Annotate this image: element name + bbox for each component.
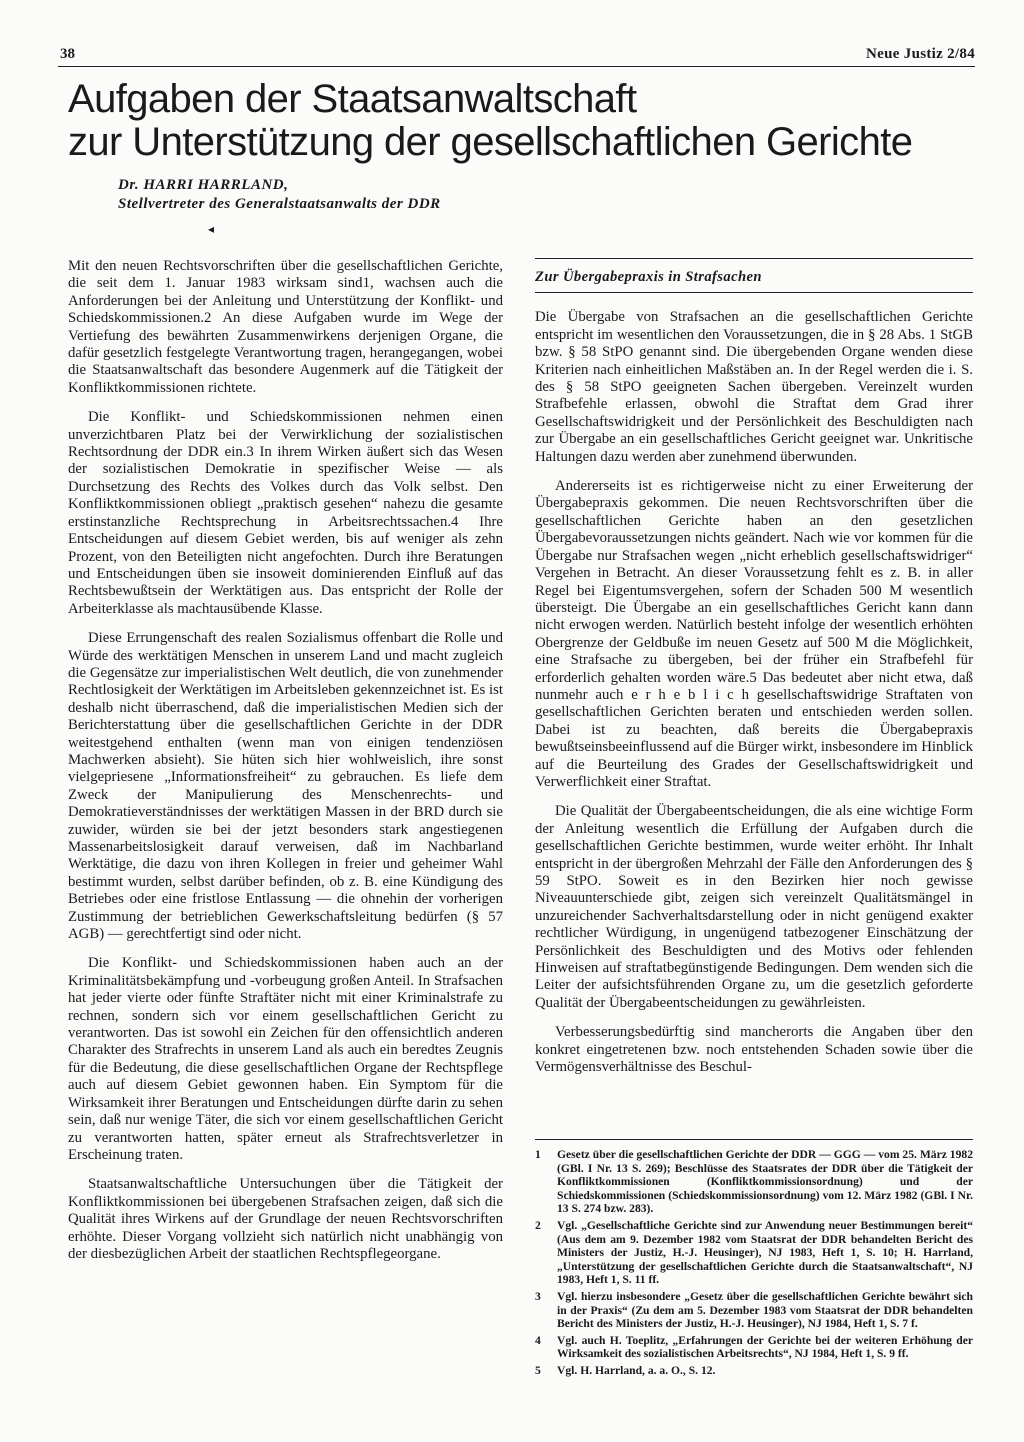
header-rule — [58, 66, 975, 67]
footnote-text: Gesetz über die gesellschaftlichen Gerichte der DDR — GGG — vom 25. März 1982 (GBl. I Nr. 13 S. 269); Beschlüsse des Staatsrates der DDR über die Tätigkeit der Konfliktkommissionen (Konfliktkommissionsordnung) und der Schiedskommissionen (Schiedskommissionsordnung) vom 12. März 1982 (GBl. I Nr. 13 S. 274 bzw. 283). — [557, 1148, 973, 1216]
section-subheading: Zur Übergabepraxis in Strafsachen — [535, 258, 973, 293]
bullet-mark: ◂ — [208, 222, 215, 236]
footnote-text: Vgl. H. Harrland, a. a. O., S. 12. — [557, 1363, 716, 1377]
left-column — [68, 258, 503, 1275]
footnote-number: 2 — [535, 1218, 541, 1232]
footnotes — [535, 1139, 973, 1381]
article-title — [68, 78, 968, 164]
paragraph: Andererseits ist es richtigerweise nicht zu einer Erweiterung der Übergabepraxis gekommen. Die neuen Rechtsvorschriften über die gesellschaftlichen Gerichte haben an den gesetzlichen Übergabevoraussetzungen nichts geändert. Nach wie vor kommen für die Übergabe nur Strafsachen wegen „nicht erheblich gesellschaftswidriger“ Vergehen in Betracht. An dieser Voraussetzung fehlt es z. B. in aller Regel bei Eigentumsvergehen, sofern der Schaden 500 M wesentlich übersteigt. Die Übergabe an ein gesellschaftliches Gericht kann dann nicht erwogen werden. Natürlich besteht infolge der wesentlich erhöhten Obergrenze der Geldbuße im neuen Gesetz auf 500 M die Möglichkeit, eine Strafsache zu übergeben, bei der früher ein Strafbefehl für erforderlich gehalten worden wäre.5 Das bedeutet aber nicht etwa, daß nunmehr auch e r h e b l i c h gesellschaftswidrige Straftaten von gesellschaftlichen Gerichten beraten und entschieden werden sollen. Dabei ist zu beachten, daß bereits die Übergabepraxis bewußtseinsbeeinflussend auf die Bürger wirkt, insbesondere im Hinblick auf die Beurteilung des Grades der Gesellschaftswidrigkeit und Verwerflichkeit einer Straftat. — [535, 478, 973, 790]
paragraph: Die Konflikt- und Schiedskommissionen haben auch an der Kriminalitätsbekämpfung und -vorbeugung großen Anteil. In Strafsachen hat jeder vierte oder fünfte Straftäter nicht mit einer Kriminalstrafe zu rechnen, sondern sich vor einem gesellschaftlichen Gericht zu verantworten. Das ist sowohl ein Zeichen für den offensichtlich anderen Charakter des Strafrechts in unserem Land als auch ein beredtes Zeugnis für die Bedeutung, die diese gesellschaftlichen Organe der Rechtspflege auch auf diesem Gebiet gewonnen haben. Ein Symptom für die Wirksamkeit ihrer Beratungen und Entscheidungen dürfte darin zu sehen sein, daß nur wenige Täter, die sich vor einem gesellschaftlichen Gericht zu verantworten hatten, später erneut als Strafrechtsverletzer in Erscheinung traten. — [68, 955, 503, 1163]
footnote-text: Vgl. hierzu insbesondere „Gesetz über die gesellschaftlichen Gerichte bewährt sich in der Praxis“ (Zu dem am 5. Dezember 1983 vom Staatsrat der DDR behandelten Bericht des Ministers der Justiz, H.-J. Heusinger), NJ 1984, Heft 1, S. 7 f. — [557, 1289, 973, 1331]
paragraph: Die Übergabe von Strafsachen an die gesellschaftlichen Gerichte entspricht im wesentlichen den Voraussetzungen, die in § 28 Abs. 1 StGB bzw. § 58 StPO genannt sind. Die übergebenden Organe wenden diese Kriterien nach einheitlichen Maßstäben an. In der Regel werden die i. S. des § 58 StPO geeigneten Sachen übergeben. Vereinzelt wurden Strafbefehle erlassen, obwohl die Straftat dem Grad ihrer Gesellschaftswidrigkeit und der Persönlichkeit des Beschuldigten nach zur Übergabe an ein gesellschaftliches Gericht geeignet war. Unkritische Haltungen dazu werden aber zunehmend überwunden. — [535, 309, 973, 465]
author-role: Stellvertreter des Generalstaatsanwalts der DDR — [118, 196, 441, 212]
author-name: Dr. HARRI HARRLAND, — [118, 177, 289, 193]
footnote-number: 4 — [535, 1333, 541, 1347]
title-line-2: zur Unterstützung der gesellschaftlichen Gerichte — [68, 120, 913, 164]
footnote-number: 3 — [535, 1289, 541, 1303]
page-number: 38 — [60, 46, 75, 62]
journal-issue: Neue Justiz 2/84 — [866, 46, 975, 62]
paragraph: Diese Errungenschaft des realen Sozialismus offenbart die Rolle und Würde des werktätigen Menschen in unserem Land und macht zugleich die Gegensätze zur imperialistischen Welt deutlich, die von zunehmender Rechtlosigkeit der Werktätigen im Arbeitsleben gekennzeichnet ist. Es ist deshalb nicht überraschend, daß die imperialistischen Medien sich der Berichterstattung über die gesellschaftlichen Gerichte in der DDR weitestgehend enthalten (wenn man von einigen tendenziösen Machwerken absieht). Sie hüten sich hier wohlweislich, ihre sonst vielgepriesene „Informationsfreiheit“ zu gebrauchen. Es liefe dem Zweck der Manipulierung des Menschenrechts- und Demokratieverständnisses der werktätigen Massen in der BRD durch sie zuwider, würden sie bei der jetzt besonders stark angestiegenen Massenarbeitslosigkeit darauf verweisen, daß im Nachbarland Werktätige, die dazu von ihren Kollegen in freier und geheimer Wahl bestimmt wurden, selbst darüber befinden, ob z. B. eine Kündigung des Betriebes oder eine fristlose Entlassung — die ohnehin der vorherigen Zustimmung der betrieblichen Gewerkschaftsleitung bedürfen (§ 57 AGB) — gerechtfertigt sind oder nicht. — [68, 630, 503, 943]
paragraph: Staatsanwaltschaftliche Untersuchungen über die Tätigkeit der Konfliktkommissionen bei übergebenen Strafsachen zeigen, daß sich die Qualität ihres Wirkens auf der Grundlage der neuen Rechtsvorschriften erhöhte. Dieser Vorgang vollzieht sich natürlich nicht unabhängig von der diesbezüglichen Arbeit der staatlichen Rechtspflegeorgane. — [68, 1176, 503, 1262]
paragraph: Mit den neuen Rechtsvorschriften über die gesellschaftlichen Gerichte, die seit dem 1. Januar 1983 wirksam sind1, wachsen auch die Anforderungen bei der Anleitung und Unterstützung der Konflikt- und Schiedskommissionen.2 An diese Aufgaben wurde im Wege der Vertiefung des bewährten Zusammenwirkens derjenigen Organe, die dafür gesetzlich festgelegte Verantwortung tragen, herangegangen, wobei die Staatsanwaltschaft das besondere Augenmerk auf die Tätigkeit der Konfliktkommissionen richtete. — [68, 258, 503, 396]
footnote-number: 1 — [535, 1148, 541, 1161]
author-block — [118, 176, 441, 214]
footnote — [535, 1364, 973, 1378]
footnote — [535, 1290, 973, 1331]
footnote — [535, 1334, 973, 1361]
footnote-text: Vgl. auch H. Toeplitz, „Erfahrungen der Gerichte bei der weiteren Erhöhung der Wirksamkeit des sozialistischen Arbeitsrechts“, NJ 1984, Heft 1, S. 9 ff. — [557, 1333, 973, 1361]
title-line-1: Aufgaben der Staatsanwaltschaft — [68, 77, 637, 121]
paragraph: Die Konflikt- und Schiedskommissionen nehmen einen unverzichtbaren Platz bei der Verwirklichung der sozialistischen Rechtsordnung der DDR ein.3 In ihrem Wirken äußert sich das Wesen der sozialistischen Demokratie in spezifischer Weise — als Durchsetzung des Rechts des Volkes durch das Volk selbst. Den Konfliktkommissionen obliegt „praktisch gesehen“ nahezu die gesamte erstinstanzliche Rechtsprechung in Arbeitsrechtssachen.4 Ihre Entscheidungen auf diesem Gebiet werden, bis auf weniger als zehn Prozent, von den Beteiligten nicht angefochten. Durch ihre Beratungen und Entscheidungen üben sie insoweit dominierenden Einfluß auf das Rechtsbewußtsein der Werktätigen aus. Das entspricht der Rolle der Arbeiterklasse als machtausübende Klasse. — [68, 409, 503, 617]
right-column — [535, 258, 973, 1088]
footnote — [535, 1219, 973, 1287]
footnote-number: 5 — [535, 1363, 541, 1377]
paragraph: Verbesserungsbedürftig sind mancherorts die Angaben über den konkret eingetretenen bzw. noch entstehenden Schaden sowie über die Vermögensverhältnisse des Beschul- — [535, 1024, 973, 1076]
footnote-text: Vgl. „Gesellschaftliche Gerichte sind zur Anwendung neuer Bestimmungen bereit“ (Aus dem am 9. Dezember 1982 vom Staatsrat der DDR behandelten Bericht des Ministers der Justiz, H.-J. Heusinger), NJ 1983, Heft 1, S. 10; H. Harrland, „Unterstützung der gesellschaftlichen Gerichte durch die Staatsanwaltschaft“, NJ 1983, Heft 1, S. 11 ff. — [557, 1218, 973, 1287]
paragraph: Die Qualität der Übergabeentscheidungen, die als eine wichtige Form der Anleitung wesentlich die Erfüllung der Aufgaben durch die gesellschaftlichen Gerichte bestimmen, wurde weiter erhöht. Ihr Inhalt entspricht in der übergroßen Mehrzahl der Fälle den Anforderungen des § 59 StPO. Soweit es in den Bezirken hier noch gewisse Niveauunterschiede gibt, zeigen sich vereinzelt Qualitätsmängel in unzureichender Sachverhaltsdarstellung oder in nicht genügend exakter rechtlicher Würdigung, in ungenügend tatbezogener Einschätzung der Persönlichkeit des Beschuldigten und des Motivs oder fehlenden Hinweisen auf straftatbegünstigende Bedingungen. Dem wenden sich die Leiter der aufsichtsführenden Organe zu, um die gesetzlich geforderte Qualität der Übergabeentscheidungen zu gewährleisten. — [535, 803, 973, 1011]
footnote — [535, 1148, 973, 1216]
